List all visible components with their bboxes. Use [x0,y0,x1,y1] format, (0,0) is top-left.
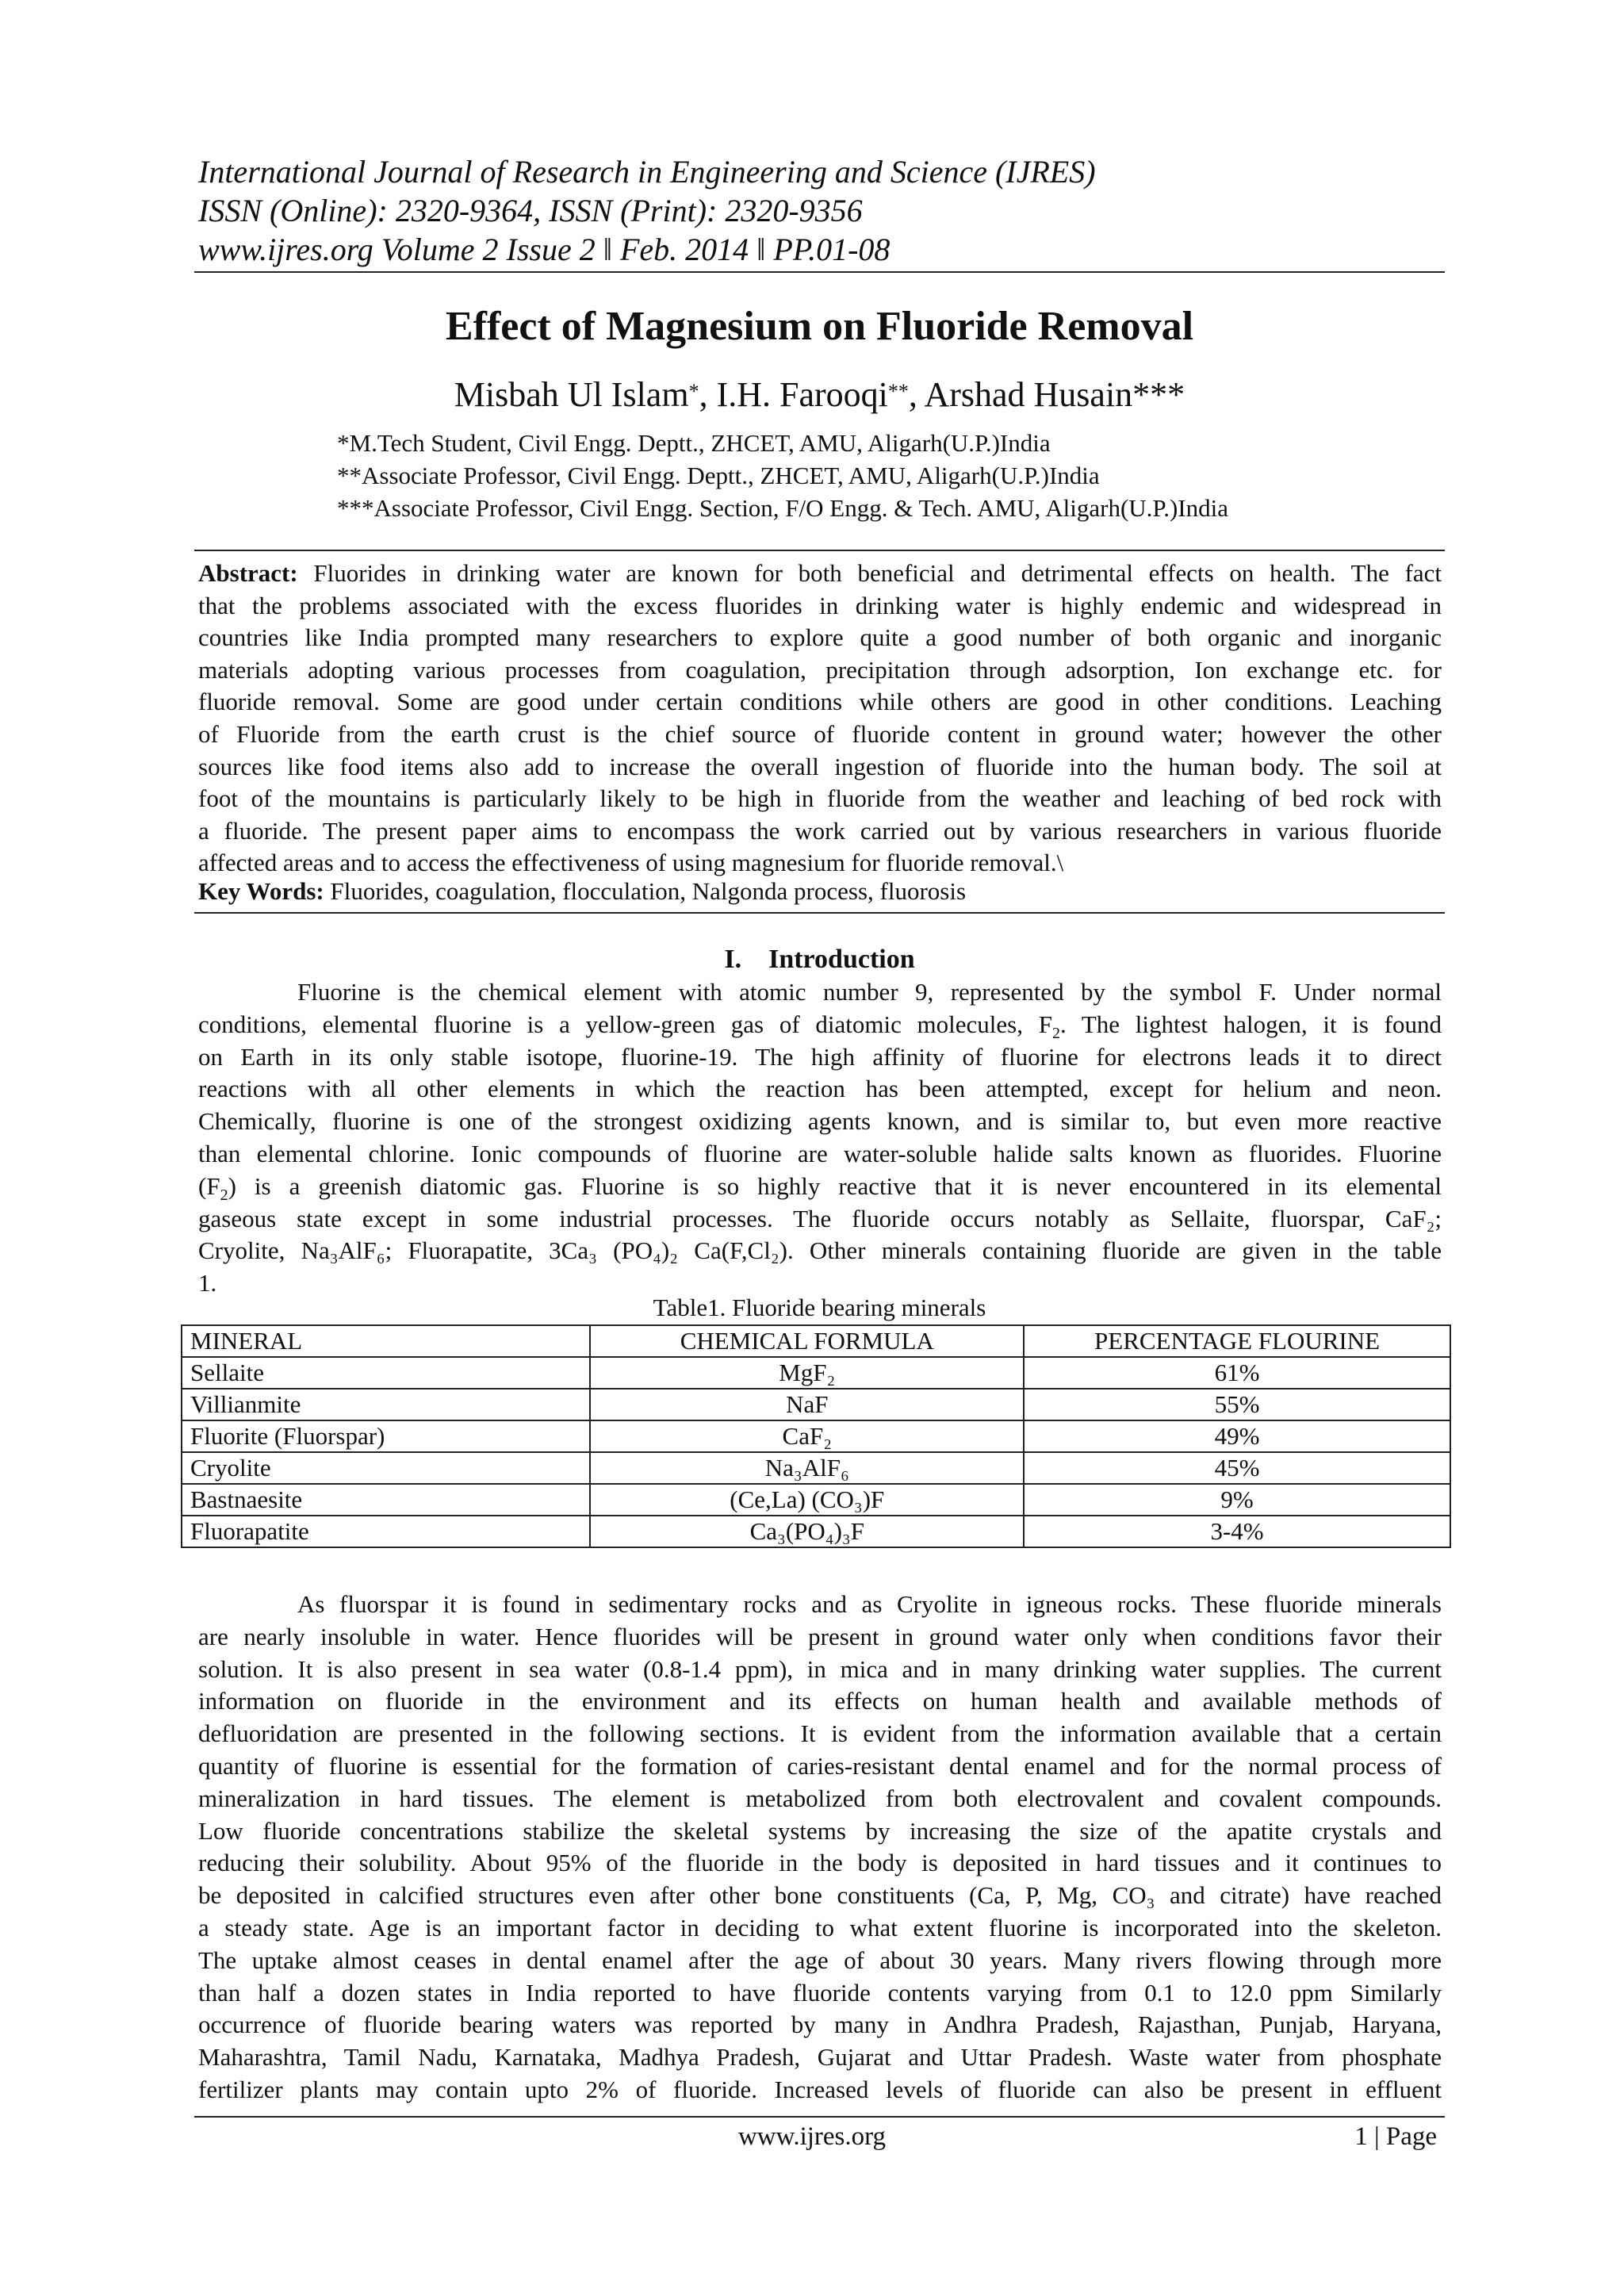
text-line: a steady state. Age is an important factor in deciding to what extent fluorine is incorporated into the skeleton. [198,1913,1442,1941]
text-line: occurrence of fluoride bearing waters was reported by many in Andhra Pradesh, Rajasthan, Punjab, Haryana, [198,2010,1442,2039]
abstract-bottom-rule [194,912,1445,914]
table-row [182,1516,1450,1547]
author-1-mark: * [688,380,699,403]
formula-cell: CaF₂ [590,1420,1024,1452]
abstract-line: Abstract: Fluorides in drinking water are known for both beneficial and detrimental effects on health. The fact [198,559,1442,587]
text-line: information on fluoride in the environment and its effects on human health and available methods of [198,1687,1442,1715]
table-row [182,1420,1450,1452]
journal-issn: ISSN (Online): 2320-9364, ISSN (Print): 2320-9356 [198,193,863,228]
journal-name: International Journal of Research in Engineering and Science (IJRES) [198,154,1096,190]
percentage-cell: 9% [1024,1484,1450,1516]
text-line: than elemental chlorine. Ionic compounds of fluorine are water-soluble halide salts known as fluorides. Fluorine [198,1139,1442,1167]
text-line: The uptake almost ceases in dental enamel after the age of about 30 years. Many rivers flowing through more [198,1945,1442,1974]
affiliation-2: **Associate Professor, Civil Engg. Deptt., ZHCET, AMU, Aligarh(U.P.)India [337,462,1100,489]
table-row [182,1389,1450,1420]
author-3: , Arshad Husain*** [908,375,1185,414]
author-line [194,373,1445,417]
abstract-line: sources like food items also add to increase the overall ingestion of fluoride into the human body. The soil at [198,752,1442,780]
abstract-top-rule [194,550,1445,551]
affiliation-3: ***Associate Professor, Civil Engg. Section, F/O Engg. & Tech. AMU, Aligarh(U.P.)India [337,494,1228,522]
text-line: defluoridation are presented in the following sections. It is evident from the information available that a certain [198,1719,1442,1748]
formula-cell: Na₃AlF₆ [590,1452,1024,1484]
abstract-line: that the problems associated with the excess fluorides in drinking water is highly endemic and widespread in [198,591,1442,619]
mineral-cell: Villianmite [182,1389,590,1420]
abstract-line: foot of the mountains is particularly likely to be high in fluoride from the weather and leaching of bed rock with [198,784,1442,813]
mineral-cell: Fluorite (Fluorspar) [182,1420,590,1452]
text-line: Low fluoride concentrations stabilize the skeletal systems by increasing the size of the apatite crystals and [198,1816,1442,1845]
table-row [182,1484,1450,1516]
abstract-label: Abstract: [198,559,298,587]
text-line: mineralization in hard tissues. The element is metabolized from both electrovalent and covalent compounds. [198,1784,1442,1812]
abstract-line: materials adopting various processes from coagulation, precipitation through adsorption, Ion exchange etc. for [198,655,1442,684]
percentage-cell: 55% [1024,1389,1450,1420]
text-line: 1. [198,1269,217,1297]
affiliations [337,427,1228,524]
text-line: As fluorspar it is found in sedimentary rocks and as Cryolite in igneous rocks. These fluoride minerals [297,1590,1442,1618]
mineral-cell: Fluorapatite [182,1516,590,1547]
formula-cell: MgF₂ [590,1357,1024,1389]
mineral-cell: Cryolite [182,1452,590,1484]
column-header: PERCENTAGE FLOURINE [1024,1325,1450,1357]
abstract-line: a fluoride. The present paper aims to encompass the work carried out by various researchers in various fluoride [198,816,1442,845]
text-line: are nearly insoluble in water. Hence fluorides will be present in ground water only when conditions favor their [198,1622,1442,1650]
text-line: Fluorine is the chemical element with atomic number 9, represented by the symbol F. Under normal [297,978,1442,1006]
formula-cell: Ca₃(PO₄)₃F [590,1516,1024,1547]
mineral-cell: Bastnaesite [182,1484,590,1516]
intro-paragraph-1 [198,976,1442,1300]
text-line: Maharashtra, Tamil Nadu, Karnataka, Madhya Pradesh, Gujarat and Uttar Pradesh. Waste water from phosphate [198,2043,1442,2072]
text-line: quantity of fluorine is essential for the formation of caries-resistant dental enamel and for the normal process of [198,1751,1442,1780]
text-line: $(F_2)$ is a greenish diatomic gas. Fluorine is so highly reactive that it is never encountered in its elemental [198,1171,1442,1203]
percentage-cell: 3-4% [1024,1516,1450,1547]
text-line: reducing their solubility. About 95% of the fluoride in the body is deposited in hard tissues and it continues to [198,1849,1442,1877]
abstract-line: of Fluoride from the earth crust is the chief source of fluoride content in ground water; however the other [198,719,1442,748]
percentage-cell: 49% [1024,1420,1450,1452]
abstract-line: countries like India prompted many researchers to explore quite a good number of both organic and inorganic [198,623,1442,652]
text-line: Chemically, fluorine is one of the strongest oxidizing agents known, and is similar to, but even more reactive [198,1107,1442,1136]
page-number: 1 | Page [1354,2122,1437,2151]
percentage-cell: 61% [1024,1357,1450,1389]
formula-cell: (Ce,La) (CO₃)F [590,1484,1024,1516]
text-line: be deposited in calcified structures even after other bone constituents (Ca, P, Mg, CO₃ and citrate) have reached [198,1881,1442,1910]
footer-rule [194,2116,1445,2118]
text-line: reactions with all other elements in which the reaction has been attempted, except for helium and neon. [198,1075,1442,1103]
author-2: , I.H. Farooqi [699,375,888,414]
keywords-label: Key Words: [198,877,324,905]
table-row [182,1357,1450,1389]
intro-paragraph-2 [198,1589,1442,2106]
section-heading: I. Introduction [724,945,915,974]
abstract [198,558,1442,880]
table-row [182,1452,1450,1484]
text-line: on Earth in its only stable isotope, fluorine-19. The high affinity of fluorine for electrons leads it to direct [198,1042,1442,1071]
mineral-cell: Sellaite [182,1357,590,1389]
affiliation-1: *M.Tech Student, Civil Engg. Deptt., ZHCET, AMU, Aligarh(U.P.)India [337,429,1051,457]
keywords-text: Fluorides, coagulation, flocculation, Nalgonda process, fluorosis [324,877,967,905]
abstract-line: fluoride removal. Some are good under certain conditions while others are good in other conditions. Leaching [198,688,1442,716]
paper-title: Effect of Magnesium on Fluoride Removal [445,304,1194,349]
author-1: Misbah Ul Islam [454,375,689,414]
fluoride-minerals-table [181,1324,1451,1548]
text-line: than half a dozen states in India reported to have fluoride contents varying from 0.1 to 12.0 ppm Similarly [198,1978,1442,2007]
text-line: solution. It is also present in sea water (0.8-1.4 ppm), in mica and in many drinking water supplies. The current [198,1654,1442,1683]
journal-volume: www.ijres.org Volume 2 Issue 2 ǁ Feb. 2014 ǁ PP.01-08 [198,232,891,267]
percentage-cell: 45% [1024,1452,1450,1484]
header-rule [194,271,1445,273]
text-line: Cryolite, Na₃AlF₆; Fluorapatite, 3Ca₃ (PO₄)₂ Ca(F,Cl₂). Other minerals containing fluoride are given in the table [198,1236,1442,1265]
column-header: CHEMICAL FORMULA [590,1325,1024,1357]
text-line: gaseous state except in some industrial processes. The fluoride occurs notably as Sellaite, fluorspar, CaF₂; [198,1204,1442,1232]
text-line: conditions, elemental fluorine is a yellow-green gas of diatomic molecules, $F_2$. The lightest halogen, it is found [198,1010,1442,1041]
column-header: MINERAL [182,1325,590,1357]
table-caption: Table1. Fluoride bearing minerals [653,1294,986,1321]
author-2-mark: ** [887,380,909,403]
journal-header [198,152,1443,269]
footer-url: www.ijres.org [737,2122,887,2151]
abstract-line: affected areas and to access the effectiveness of using magnesium for fluoride removal.\ [198,849,1064,877]
keywords [198,876,1442,907]
formula-cell: NaF [590,1389,1024,1420]
table-header-row [182,1325,1450,1357]
text-line: fertilizer plants may contain upto 2% of fluoride. Increased levels of fluoride can also be present in effluent [198,2075,1442,2103]
